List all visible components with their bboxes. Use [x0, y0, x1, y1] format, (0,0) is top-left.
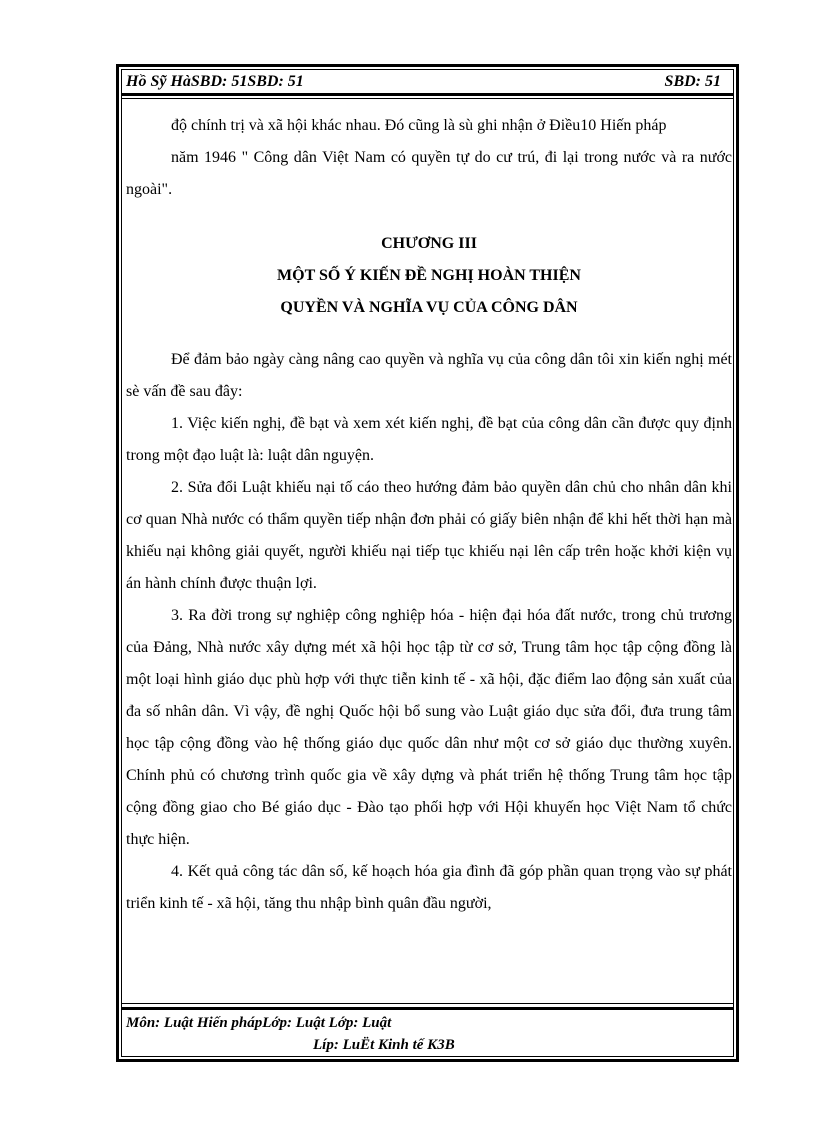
paragraph-item-3: 3. Ra đời trong sự nghiệp công nghiệp hóa - hiện đại hóa đất nước, trong chủ trương của Đảng, Nhà nước xây dựng mét xã hội học tập từ cơ sở, Trung tâm học tập cộng đồng là một loại hình giáo dục phù hợp với thực tiễn kinh tế - xã hội, đặc điểm lao động sản xuất của đa số nhân dân. Vì vậy, đề nghị Quốc hội bổ sung vào Luật giáo dục sửa đổi, đưa trung tâm học tập cộng đồng vào hệ thống giáo dục quốc dân như một cơ sở giáo dục thường xuyên. Chính phủ có chương trình quốc gia về xây dựng và phát triển hệ thống Trung tâm học tập cộng đồng giao cho Bé giáo dục - Đào tạo phối hợp với Hội khuyến học Việt Nam tổ chức thực hiện.: [126, 607, 732, 848]
footer-rule-thick: [121, 1007, 734, 1010]
paragraph-item-2: 2. Sửa đổi Luật khiếu nại tố cáo theo hướng đảm bảo quyền dân chủ cho nhân dân khi cơ quan Nhà nước có thẩm quyền tiếp nhận đơn phải có giấy biên nhận để khi hết thời hạn mà khiếu nại không giải quyết, người khiếu nại tiếp tục khiếu nại lên cấp trên hoặc khởi kiện vụ án hành chính được thuận lợi.: [126, 479, 732, 592]
header-rule-thick: [121, 93, 734, 96]
paragraph-item-1: 1. Việc kiến nghị, đề bạt và xem xét kiến nghị, đề bạt của công dân cần được quy định trong một đạo luật là: luật dân nguyện.: [126, 415, 732, 464]
document-body: [126, 110, 732, 920]
footer-rule-thin: [121, 1003, 734, 1004]
paragraph-item-4: 4. Kết quả công tác dân số, kế hoạch hóa gia đình đã góp phần quan trọng vào sự phát triển kinh tế - xã hội, tăng thu nhập bình quân đầu người,: [126, 863, 732, 912]
footer-subject: Môn: Luật Hiến phápLớp: Luật Lớp: Luật: [126, 1015, 392, 1031]
header-sbd: SBD: 51: [664, 73, 721, 90]
paragraph-1: độ chính trị và xã hội khác nhau. Đó cũng là sù ghi nhận ở Điều10 Hiến pháp: [171, 117, 667, 134]
footer-class: Líp: LuËt Kinh tế K3B: [313, 1037, 455, 1053]
paragraph-2: năm 1946 " Công dân Việt Nam có quyền tự do cư trú, đi lại trong nước và ra nước ngoài".: [126, 149, 732, 198]
paragraph-intro: Để đảm bảo ngày càng nâng cao quyền và nghĩa vụ của công dân tôi xin kiến nghị mét sè vấn đề sau đây:: [126, 351, 732, 400]
header-author: Hồ Sỹ HàSBD: 51SBD: 51: [126, 73, 304, 90]
header-rule-thin: [121, 98, 734, 99]
page-header: [126, 70, 729, 94]
chapter-title: CHƯƠNG III: [381, 235, 477, 252]
chapter-subtitle-1: MỘT SỐ Ý KIẾN ĐỀ NGHỊ HOÀN THIỆN: [277, 267, 581, 284]
chapter-subtitle-2: QUYỀN VÀ NGHĨA VỤ CỦA CÔNG DÂN: [280, 299, 578, 316]
